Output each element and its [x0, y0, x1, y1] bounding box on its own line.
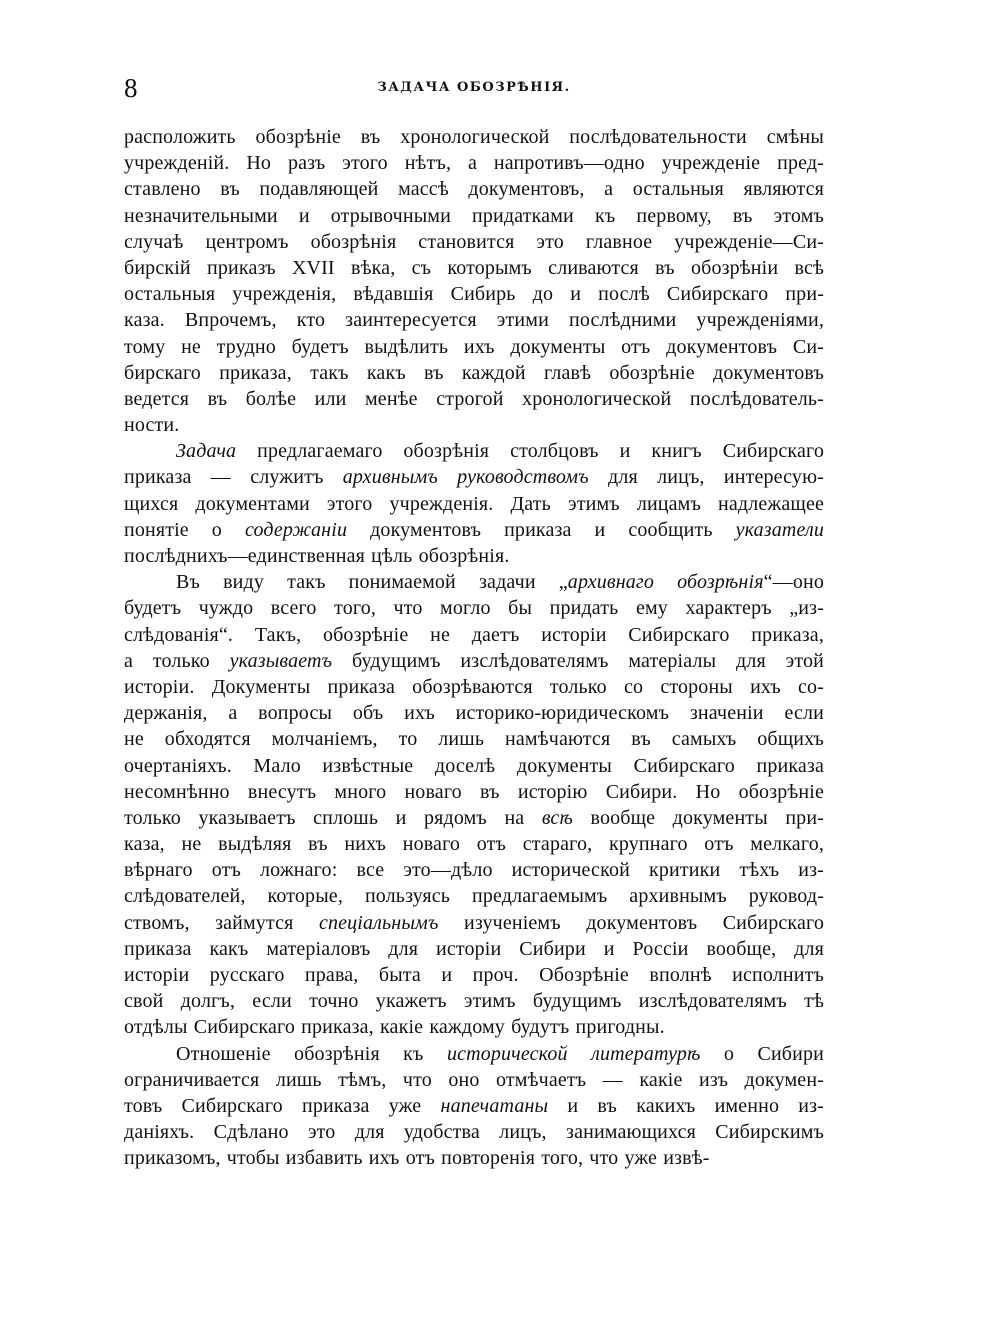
text-line	[124, 753, 824, 779]
text-line	[124, 229, 824, 255]
text-line	[124, 831, 824, 857]
text-line	[124, 726, 824, 752]
text-line	[124, 569, 824, 595]
text-line	[124, 936, 824, 962]
text-segment: приказомъ, чтобы избавить ихъ отъ повторенія того, что уже извѣ-	[124, 1147, 710, 1170]
text-segment: каза, не выдѣляя въ нихъ новаго отъ стараго, крупнаго отъ мелкаго,	[124, 833, 824, 856]
text-line	[124, 962, 824, 988]
italic-text: содержаніи	[244, 518, 348, 541]
text-segment: отдѣлы Сибирскаго приказа, какіе каждому будутъ пригодны.	[124, 1016, 665, 1039]
text-line	[124, 491, 824, 517]
italic-text: спеціальнымъ	[318, 911, 439, 934]
text-line	[124, 124, 824, 150]
text-segment: случаѣ центромъ обозрѣнія становится это главное учрежденіе—Си-	[124, 230, 824, 253]
text-line	[124, 386, 824, 412]
text-line	[124, 1041, 824, 1067]
text-line	[124, 1145, 824, 1171]
text-segment: ствомъ, займутся	[124, 911, 319, 934]
text-segment: приказа — служитъ	[124, 466, 343, 489]
text-segment: изученіемъ документовъ Сибирскаго	[438, 911, 824, 934]
text-line	[124, 883, 824, 909]
text-segment: остальныя учрежденія, вѣдавшія Сибирь до и послѣ Сибирскаго при-	[124, 283, 824, 306]
text-segment: очертаніяхъ. Мало извѣстные доселѣ документы Сибирскаго приказа	[124, 754, 824, 777]
text-segment: для лицъ, интересую-	[588, 466, 824, 489]
text-segment: незначительными и отрывочными придатками къ первому, въ этомъ	[124, 204, 824, 227]
text-line	[124, 360, 824, 386]
paragraph	[124, 1041, 824, 1172]
text-segment: ставлено въ подавляющей массѣ документовъ, а остальныя являются	[124, 178, 824, 201]
italic-text: архивнымъ руководствомъ	[342, 466, 589, 489]
text-line	[124, 622, 824, 648]
text-segment: учрежденій. Но разъ этого нѣтъ, а напротивъ—одно учрежденіе пред-	[124, 152, 824, 175]
text-line	[124, 464, 824, 490]
text-segment: ограничивается лишь тѣмъ, что оно отмѣчаетъ — какіе изъ докумен-	[124, 1068, 824, 1091]
text-segment: тому не трудно будетъ выдѣлить ихъ документы отъ документовъ Си-	[124, 335, 824, 358]
text-segment: ведется въ болѣе или менѣе строгой хронологической послѣдователь-	[124, 387, 824, 410]
text-segment: и въ какихъ именно из-	[548, 1094, 824, 1117]
italic-text: Задача	[176, 440, 237, 463]
text-segment: расположить обозрѣніе въ хронологической послѣдовательности смѣны	[124, 126, 824, 148]
text-line	[124, 150, 824, 176]
text-segment: слѣдованія“. Такъ, обозрѣніе не даетъ исторіи Сибирскаго приказа,	[124, 623, 824, 646]
text-segment: несомнѣнно внесутъ много новаго въ исторію Сибири. Но обозрѣніе	[124, 780, 824, 803]
text-segment: товъ Сибирскаго приказа уже	[124, 1094, 441, 1117]
text-segment: даніяхъ. Сдѣлано это для удобства лицъ, занимающихся Сибирскимъ	[124, 1121, 824, 1144]
paragraph	[124, 569, 824, 1040]
paragraph	[124, 124, 824, 438]
page-number: 8	[124, 73, 138, 103]
text-segment: свой долгъ, если точно укажетъ этимъ будущимъ изслѣдователямъ тѣ	[124, 990, 824, 1013]
text-line	[124, 779, 824, 805]
text-line	[124, 334, 824, 360]
text-line	[124, 910, 824, 936]
text-segment: не обходятся молчаніемъ, то лишь намѣчаются въ самыхъ общихъ	[124, 728, 824, 751]
text-line	[124, 1119, 824, 1145]
text-segment: послѣднихъ—единственная цѣль обозрѣнія.	[124, 545, 510, 567]
text-segment: приказа какъ матеріаловъ для исторіи Сибири и Россіи вообще, для	[124, 937, 824, 960]
text-segment: будущимъ изслѣдователямъ матеріалы для этой	[332, 649, 824, 672]
text-line	[124, 648, 824, 674]
text-line	[124, 203, 824, 229]
text-line	[124, 805, 824, 831]
italic-text: указатели	[735, 518, 824, 541]
italic-text: указываетъ	[229, 649, 333, 672]
text-segment: Отношеніе обозрѣнія къ	[176, 1042, 447, 1065]
text-segment: слѣдователей, которые, пользуясь предлагаемымъ архивнымъ руковод-	[124, 885, 824, 908]
italic-text: исторической литературѣ	[446, 1042, 701, 1065]
text-line	[124, 255, 824, 281]
text-segment: щихся документами этого учрежденія. Дать этимъ лицамъ надлежащее	[124, 492, 824, 515]
italic-text: архивнаго обозрѣнія	[567, 571, 764, 594]
paragraph	[124, 438, 824, 569]
text-segment: вѣрнаго отъ ложнаго: все это—дѣло исторической критики тѣхъ из-	[124, 859, 824, 882]
text-segment: будетъ чуждо всего того, что могло бы придать ему характеръ „из-	[124, 597, 824, 620]
running-head	[124, 70, 824, 106]
text-line	[124, 1067, 824, 1093]
text-segment: о Сибири	[700, 1042, 824, 1065]
text-line	[124, 438, 824, 464]
italic-text: напечатаны	[440, 1094, 549, 1117]
text-line	[124, 1014, 824, 1040]
text-segment: бирскаго приказа, такъ какъ въ каждой главѣ обозрѣніе документовъ	[124, 361, 824, 384]
text-line	[124, 857, 824, 883]
text-line	[124, 412, 824, 438]
text-segment: Въ виду такъ понимаемой задачи „	[176, 571, 568, 594]
text-line	[124, 700, 824, 726]
text-line	[124, 543, 824, 569]
text-line	[124, 517, 824, 543]
text-segment: исторіи. Документы приказа обозрѣваются только со стороны ихъ со-	[124, 675, 824, 698]
text-body	[124, 124, 824, 1172]
text-line	[124, 281, 824, 307]
text-segment: вообще документы при-	[572, 806, 824, 829]
text-segment: только указываетъ сплошь и рядомъ на	[124, 806, 542, 829]
text-line	[124, 595, 824, 621]
text-segment: понятіе о	[124, 518, 245, 541]
text-segment: “—оно	[763, 571, 824, 594]
text-line	[124, 1093, 824, 1119]
text-segment: бирскій приказъ XVII вѣка, съ которымъ сливаются въ обозрѣніи всѣ	[124, 256, 824, 279]
text-segment: исторіи русскаго права, быта и проч. Обозрѣніе вполнѣ исполнитъ	[124, 964, 824, 986]
italic-text: всѣ	[541, 806, 573, 829]
text-line	[124, 988, 824, 1014]
text-segment: ности.	[124, 414, 180, 437]
text-segment: предлагаемаго обозрѣнія столбцовъ и книгъ Сибирскаго	[236, 440, 824, 463]
text-segment: а только	[124, 649, 230, 672]
running-title: ЗАДАЧА ОБОЗРѢНІЯ.	[377, 80, 571, 95]
text-segment: документовъ приказа и сообщить	[347, 518, 736, 541]
text-segment: держанія, а вопросы объ ихъ историко-юридическомъ значеніи если	[124, 702, 824, 725]
text-line	[124, 674, 824, 700]
text-segment: каза. Впрочемъ, кто заинтересуется этими послѣдними учрежденіями,	[124, 309, 824, 332]
text-line	[124, 307, 824, 333]
text-line	[124, 176, 824, 202]
